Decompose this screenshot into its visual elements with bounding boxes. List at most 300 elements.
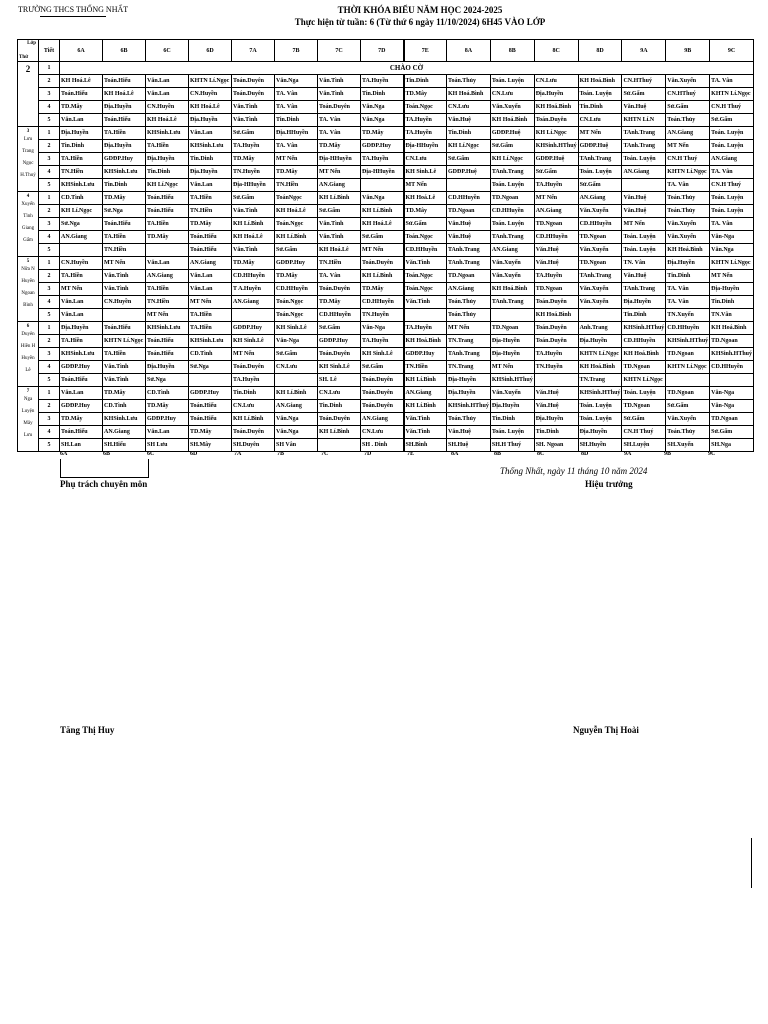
schedule-cell: TD.Mây [318, 140, 361, 153]
schedule-cell: Văn.Tình [103, 374, 146, 387]
schedule-cell: KH Hoá.Bình [666, 244, 710, 257]
schedule-cell: TA. Vân [318, 270, 361, 283]
period-row [18, 166, 754, 179]
schedule-cell: Tin.Dinh [146, 166, 189, 179]
schedule-cell: GDĐP.Huệ [490, 127, 534, 140]
schedule-cell: TA. Vân [275, 101, 318, 114]
schedule-cell: Toán.Hiếu [189, 244, 232, 257]
schedule-cell: CD.HHuyền [318, 309, 361, 322]
footer-class-label: 7C [321, 451, 329, 457]
schedule-cell: Văn-Nga [361, 322, 404, 335]
schedule-cell: TA.Huyền [361, 335, 404, 348]
schedule-cell: CN.Lưu [232, 400, 275, 413]
period-row [18, 335, 754, 348]
schedule-cell: Sử.Gấm [361, 361, 404, 374]
schedule-cell: SH.Duyên [232, 439, 275, 452]
schedule-cell: KH Sinh.Lê [232, 335, 275, 348]
schedule-cell: Toán. Luyện [490, 218, 534, 231]
schedule-cell: Văn-Nga [275, 335, 318, 348]
footer-class-label: 9A [624, 451, 632, 457]
schedule-cell: TD.Ngoan [710, 335, 754, 348]
schedule-cell: Sử.Gấm [622, 88, 666, 101]
class-header: 7C [318, 40, 361, 62]
footer-class-label: 6B [103, 451, 111, 457]
schedule-cell: KH Hoá.Bình [534, 101, 578, 114]
schedule-cell: Văn.Tình [404, 257, 447, 270]
schedule-cell: TA.Huyền [361, 153, 404, 166]
schedule-cell: KH Hoá.Lê [404, 192, 447, 205]
schedule-cell: KHSinh.HThuý [666, 335, 710, 348]
schedule-cell: SH . Dinh [361, 439, 404, 452]
schedule-cell: KHTN Lí.N [622, 114, 666, 127]
schedule-cell: Tin.Dinh [404, 75, 447, 88]
schedule-cell: AN.Giang [622, 166, 666, 179]
schedule-cell: MT Nến [275, 153, 318, 166]
period-row [18, 400, 754, 413]
sign-date: Thống Nhất, ngày 11 tháng 10 năm 2024 [500, 466, 648, 476]
school-underline [40, 16, 106, 17]
period-number: 2 [39, 75, 60, 88]
schedule-cell: Sử.Gấm [275, 244, 318, 257]
period-number: 1 [39, 387, 60, 400]
period-number: 4 [39, 166, 60, 179]
schedule-cell: SH.H Thuý [490, 439, 534, 452]
period-number: 5 [39, 179, 60, 192]
schedule-cell: Toán.Thủy [666, 205, 710, 218]
schedule-cell: TN.Hiền [275, 179, 318, 192]
schedule-cell [490, 309, 534, 322]
schedule-cell: Toán. Luyện [578, 400, 622, 413]
schedule-cell: SH.Huệ [447, 439, 491, 452]
schedule-cell: TAnh.Trang [447, 348, 491, 361]
footer-class-label: 8B [494, 451, 502, 457]
schedule-cell: KH Hoá.Bình [534, 309, 578, 322]
schedule-cell: TA. Vân [275, 140, 318, 153]
schedule-cell: TAnh.Trang [622, 127, 666, 140]
schedule-cell: TA.Huyền [404, 322, 447, 335]
schedule-cell: SH.Xuyến [666, 439, 710, 452]
period-row [18, 257, 754, 270]
schedule-cell: TA.Hiền [189, 322, 232, 335]
schedule-cell: SH.Nga [710, 439, 754, 452]
schedule-cell: GDĐP.Huy [189, 387, 232, 400]
schedule-cell: CN.Lưu [275, 361, 318, 374]
schedule-cell: Toán.Thủy [666, 192, 710, 205]
schedule-cell: MT Nến [146, 309, 189, 322]
schedule-cell: CN.Lưu [490, 88, 534, 101]
schedule-cell: SH.Huyền [578, 439, 622, 452]
schedule-cell: Địa-HHuyền [318, 153, 361, 166]
schedule-cell: Địa-Huyền [490, 348, 534, 361]
schedule-cell: KH Hoá.Lê [232, 231, 275, 244]
schedule-cell: CN.Huyền [60, 257, 103, 270]
schedule-cell: T A.Huyền [232, 283, 275, 296]
schedule-cell: KH Hoá.Lê [103, 88, 146, 101]
period-number: 1 [39, 257, 60, 270]
period-row [18, 231, 754, 244]
schedule-cell: CD.HHuyền [534, 231, 578, 244]
schedule-cell: Toán. Luyện [710, 140, 754, 153]
schedule-cell: TN.Vân [710, 309, 754, 322]
schedule-cell [710, 374, 754, 387]
left-signatory-name: Tăng Thị Huy [60, 725, 115, 735]
timetable [17, 39, 754, 452]
period-row [18, 75, 754, 88]
schedule-cell: CN.Huyền [146, 101, 189, 114]
class-header: 7A [232, 40, 275, 62]
schedule-cell: Văn.Lan [146, 88, 189, 101]
schedule-cell: Toán.Ngọc [275, 218, 318, 231]
schedule-cell: Toán.Duyên [534, 322, 578, 335]
schedule-cell: KH Hoá.Bình [578, 361, 622, 374]
period-row [18, 218, 754, 231]
schedule-cell: KHSinh.Lưu [60, 179, 103, 192]
schedule-cell: Toán.Thủy [447, 413, 491, 426]
schedule-cell: Tin.Dinh [534, 426, 578, 439]
schedule-cell: Văn.Xuyến [666, 75, 710, 88]
schedule-cell: Văn.Lan [189, 283, 232, 296]
schedule-cell: TN.Hiền [60, 166, 103, 179]
schedule-cell: Sử.Gấm [232, 192, 275, 205]
day-label: 7 [26, 389, 30, 394]
document-title-block [230, 4, 610, 28]
schedule-cell: MT Nến [622, 218, 666, 231]
schedule-cell: Toán.Ngọc [404, 101, 447, 114]
schedule-cell: Tin.Dinh [666, 270, 710, 283]
schedule-cell: Toán.Ngọc [404, 270, 447, 283]
period-number: 4 [39, 361, 60, 374]
schedule-cell: TAnh.Trang [622, 140, 666, 153]
schedule-cell: AN.Giang [275, 400, 318, 413]
schedule-cell: AN.Giang [318, 179, 361, 192]
schedule-cell: KHTN Lí.Ngọc [710, 257, 754, 270]
schedule-cell: TN.Hiền [103, 244, 146, 257]
schedule-cell: TA.Huyền [361, 75, 404, 88]
schedule-cell: KH Sinh.Lê [318, 361, 361, 374]
class-header: 9A [622, 40, 666, 62]
day-teachers: Duyên Hiền H Huyền Lê [20, 332, 36, 373]
schedule-cell: Toán. Luyện [578, 88, 622, 101]
schedule-cell: KHSinh.HThuý [578, 387, 622, 400]
schedule-cell: Toán.Thủy [447, 296, 491, 309]
schedule-cell: TD.Ngoan [490, 192, 534, 205]
schedule-cell: CD.HHuyền [490, 205, 534, 218]
schedule-cell: Văn.Tình [318, 88, 361, 101]
schedule-cell: TA.Hiền [146, 218, 189, 231]
footer-class-label: 9C [708, 451, 716, 457]
period-row [18, 192, 754, 205]
schedule-cell: CN.H Thuý [710, 179, 754, 192]
class-header: 6A [60, 40, 103, 62]
period-number: 5 [39, 374, 60, 387]
schedule-cell: TN. Vân [622, 257, 666, 270]
schedule-cell: TD.Ngoan [490, 322, 534, 335]
schedule-cell: Địa-HHuyền [232, 179, 275, 192]
schedule-cell: Văn.Lan [189, 179, 232, 192]
class-header: 6D [189, 40, 232, 62]
schedule-cell: TD.Mây [232, 257, 275, 270]
schedule-cell: Toán.Duyên [232, 361, 275, 374]
schedule-cell: Văn.Huệ [622, 101, 666, 114]
schedule-cell: MT Nến [447, 322, 491, 335]
schedule-cell: KH Lí.Ngọc [146, 179, 189, 192]
schedule-cell: CN.Huyền [103, 296, 146, 309]
schedule-cell: Văn.Nga [361, 101, 404, 114]
schedule-cell: KH Lí.Bình [404, 400, 447, 413]
schedule-cell [404, 309, 447, 322]
schedule-cell: KH Hoá.Bình [404, 335, 447, 348]
schedule-cell: KH Hoá.Bình [578, 75, 622, 88]
schedule-cell: Địa.Huyền [60, 322, 103, 335]
period-row [18, 270, 754, 283]
schedule-cell: TN.Hiền [404, 361, 447, 374]
schedule-cell: TD.Ngoan [534, 283, 578, 296]
schedule-cell: Văn-Nga [710, 231, 754, 244]
schedule-cell: MT Nến [189, 296, 232, 309]
schedule-cell: TD.Mây [404, 205, 447, 218]
schedule-cell: KH Sinh.Lê [361, 348, 404, 361]
schedule-cell: Sử.Nga [189, 361, 232, 374]
schedule-cell: Địa.Huyền [146, 361, 189, 374]
schedule-cell: Toán.Duyên [318, 101, 361, 114]
schedule-cell: KH Lí.Bình [361, 270, 404, 283]
schedule-cell: Toán.Ngọc [404, 231, 447, 244]
footer-box [60, 459, 149, 478]
schedule-cell: Địa-HHuyền [404, 140, 447, 153]
schedule-cell: Toán.Duyên [232, 75, 275, 88]
schedule-cell: MT Nến [404, 179, 447, 192]
schedule-cell: TA.Hiền [103, 348, 146, 361]
schedule-cell: KHSinh.Lưu [146, 322, 189, 335]
schedule-cell: TA.Huyền [534, 348, 578, 361]
day-cell [18, 387, 39, 452]
schedule-cell: Văn.Huệ [622, 270, 666, 283]
schedule-cell: Địa.Huyền [534, 413, 578, 426]
schedule-cell: Địa.Huyền [103, 140, 146, 153]
schedule-cell: CN.Lưu [447, 101, 491, 114]
schedule-cell: Văn.Lan [60, 296, 103, 309]
schedule-cell [232, 309, 275, 322]
schedule-cell [361, 179, 404, 192]
schedule-cell: CN.Huyền [189, 88, 232, 101]
schedule-cell: Văn.Tình [404, 413, 447, 426]
schedule-cell: SH. Ngoan [534, 439, 578, 452]
schedule-cell: Văn.Nga [361, 192, 404, 205]
schedule-cell: KHTN Lí.Ngọc [622, 374, 666, 387]
schedule-cell: TN.Trang [578, 374, 622, 387]
period-row [18, 127, 754, 140]
schedule-cell: Toán.Hiếu [146, 192, 189, 205]
schedule-cell: Văn.Tình [103, 283, 146, 296]
corner-cell [18, 40, 39, 62]
schedule-cell: Văn.Lan [146, 75, 189, 88]
schedule-cell: KHTN Lí.Ngọc [103, 335, 146, 348]
schedule-cell: GDĐP.Huy [103, 153, 146, 166]
period-row [18, 244, 754, 257]
schedule-cell: TAnh.Trang [490, 296, 534, 309]
schedule-cell: KH Lí.Bình [361, 205, 404, 218]
schedule-cell [189, 374, 232, 387]
class-header: 7D [361, 40, 404, 62]
schedule-cell: Văn.Nga [275, 75, 318, 88]
period-number: 1 [39, 62, 60, 75]
schedule-cell: Tin.Dinh [232, 387, 275, 400]
schedule-cell: GDĐP.Huy [275, 257, 318, 270]
schedule-cell: Toán.Duyên [318, 283, 361, 296]
day-label: 3 [26, 129, 30, 134]
schedule-cell: Toán. Luyện [622, 244, 666, 257]
schedule-cell: Toán. Luyện [622, 153, 666, 166]
header-row [18, 40, 754, 62]
day-label: 4 [26, 194, 30, 199]
schedule-cell: KH Lí.Bình [318, 192, 361, 205]
schedule-cell: TAnh.Trang [490, 231, 534, 244]
schedule-cell: TD.Mây [275, 166, 318, 179]
schedule-cell: CN.Lưu [318, 387, 361, 400]
schedule-cell: Văn.Tình [318, 218, 361, 231]
schedule-cell: Văn.Nga [710, 244, 754, 257]
period-row [18, 296, 754, 309]
period-number: 1 [39, 322, 60, 335]
schedule-cell: CD.HHuyền [622, 335, 666, 348]
schedule-cell: Văn.Tình [103, 361, 146, 374]
schedule-cell: Toán.Duyên [361, 374, 404, 387]
schedule-cell: Địa.Huyền [666, 257, 710, 270]
day-teachers: Xuyến Tình Giang Gấm [21, 202, 35, 243]
class-header: 9B [666, 40, 710, 62]
schedule-cell: KH Lí.Bình [275, 387, 318, 400]
schedule-cell: CN.Lưu [361, 426, 404, 439]
day-cell [18, 257, 39, 322]
period-number: 4 [39, 426, 60, 439]
schedule-cell: Văn-Nga [710, 387, 754, 400]
schedule-cell: TA.Hiền [146, 140, 189, 153]
schedule-cell: CD.HHuyền [447, 192, 491, 205]
schedule-cell: AN.Giang [578, 192, 622, 205]
class-header: 7E [404, 40, 447, 62]
schedule-cell: Toán. Luyện [622, 387, 666, 400]
schedule-cell: Tin.Dinh [490, 413, 534, 426]
schedule-cell: TAnh.Trang [622, 283, 666, 296]
schedule-cell: CN.H Thuý [622, 426, 666, 439]
schedule-cell: Văn.Xuyến [578, 296, 622, 309]
schedule-cell: TA.Huyền [534, 270, 578, 283]
schedule-cell: KH Hoá.Lê [318, 244, 361, 257]
footer-class-label: 6C [147, 451, 155, 457]
schedule-cell: Địa.Huyền [622, 296, 666, 309]
schedule-cell [103, 309, 146, 322]
schedule-cell: Văn.Tình [232, 114, 275, 127]
schedule-cell: TN.Huyền [361, 309, 404, 322]
schedule-cell: CN.H Thuý [666, 153, 710, 166]
footer-class-label: 8A [451, 451, 459, 457]
schedule-cell: Văn.Xuyến [490, 270, 534, 283]
schedule-cell: Văn.Tình [232, 244, 275, 257]
schedule-cell: Văn.Xuyến [490, 257, 534, 270]
schedule-cell: Toán.Duyên [318, 348, 361, 361]
schedule-cell: TAnh.Trang [578, 153, 622, 166]
schedule-cell: Toán.Hiếu [103, 75, 146, 88]
schedule-cell: Văn.Huệ [447, 218, 491, 231]
schedule-cell: TA. Vân [275, 88, 318, 101]
period-row [18, 140, 754, 153]
schedule-cell: AN.Giang [490, 244, 534, 257]
day-label: 5 [26, 259, 30, 264]
schedule-cell: TA. Vân [710, 166, 754, 179]
schedule-cell: SH Lưu [146, 439, 189, 452]
schedule-cell: Tin.Dinh [275, 114, 318, 127]
schedule-cell: Toán.Ngọc [275, 309, 318, 322]
schedule-cell: TD.Ngoan [578, 231, 622, 244]
schedule-cell: AN.Giang [103, 426, 146, 439]
schedule-cell: Sử.Nga [103, 205, 146, 218]
period-number: 1 [39, 192, 60, 205]
period-number: 5 [39, 439, 60, 452]
schedule-cell: KHSinh.Lưu [103, 413, 146, 426]
schedule-cell: TD.Mây [361, 127, 404, 140]
schedule-cell: Toán.Ngọc [404, 283, 447, 296]
schedule-cell: TA.Huyền [404, 114, 447, 127]
schedule-cell: Sử.Gấm [318, 322, 361, 335]
schedule-cell: CN.HThuý [666, 88, 710, 101]
schedule-cell: TA.Hiền [146, 283, 189, 296]
period-row [18, 205, 754, 218]
schedule-cell: Sử.Gấm [534, 166, 578, 179]
schedule-cell: Tin.Dinh [60, 140, 103, 153]
schedule-cell: Toán.Hiếu [146, 205, 189, 218]
schedule-cell: TD.Ngoan [447, 205, 491, 218]
schedule-cell: TN.Huyền [232, 166, 275, 179]
schedule-cell: TD.Ngoan [666, 348, 710, 361]
schedule-cell: GDĐP.Huy [318, 335, 361, 348]
period-row [18, 361, 754, 374]
schedule-cell: Sử.Gấm [490, 140, 534, 153]
schedule-cell: Toán.Ngọc [275, 296, 318, 309]
schedule-cell: TD.Ngoan [447, 270, 491, 283]
schedule-cell: KHSinh.HThuý [534, 140, 578, 153]
schedule-cell: Văn.Huệ [534, 400, 578, 413]
schedule-cell: TA. Vân [666, 296, 710, 309]
class-header: 9C [710, 40, 754, 62]
schedule-cell: MT Nến [60, 283, 103, 296]
schedule-cell: Văn-Nga [710, 400, 754, 413]
schedule-cell: Văn.Xuyến [666, 231, 710, 244]
schedule-cell: TA.Huyền [534, 179, 578, 192]
schedule-cell: Sử.Gấm [318, 205, 361, 218]
schedule-cell: Tin.Dinh [447, 127, 491, 140]
schedule-cell: Địa.Huyền [534, 88, 578, 101]
right-signatory-title: Hiệu trưởng [585, 479, 633, 489]
schedule-cell: Văn.Huệ [447, 114, 491, 127]
schedule-cell: Địa.Huyền [490, 400, 534, 413]
schedule-cell: SH.Lan [60, 439, 103, 452]
schedule-cell: AN.Giang [189, 257, 232, 270]
schedule-cell: Văn.Xuyến [490, 387, 534, 400]
period-number: 5 [39, 244, 60, 257]
schedule-cell: AN.Giang [534, 205, 578, 218]
schedule-cell [146, 244, 189, 257]
day-teachers: Lưu Trang Ngọc H.Thuý [20, 137, 36, 178]
class-header: 6B [103, 40, 146, 62]
schedule-cell: KH Sinh.Lê [404, 166, 447, 179]
period-number: 3 [39, 283, 60, 296]
schedule-cell [60, 244, 103, 257]
schedule-cell: Văn.Huệ [534, 257, 578, 270]
schedule-cell: TAnh.Trang [447, 244, 491, 257]
schedule-cell: Toán.Hiếu [189, 413, 232, 426]
schedule-cell: TA. Vân [318, 114, 361, 127]
schedule-cell: AN.Giang [232, 296, 275, 309]
